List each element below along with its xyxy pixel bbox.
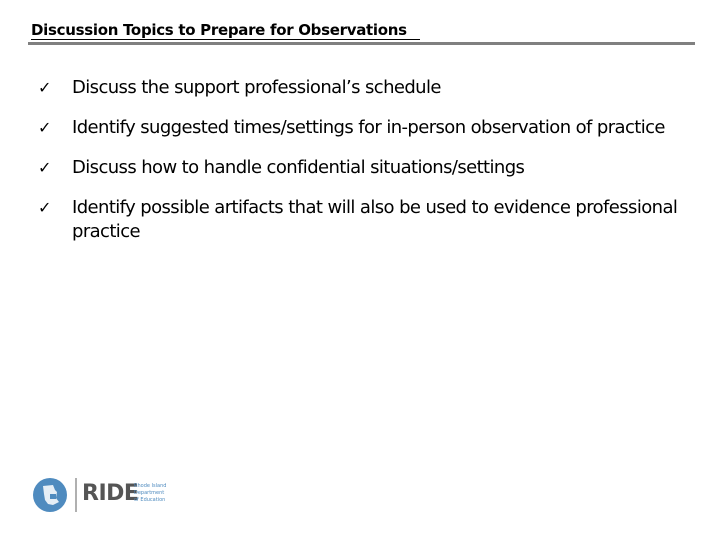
title-divider [28,42,695,45]
logo-wordmark: RIDE [82,481,139,506]
bullet-list [38,76,698,260]
checkmark-icon: ✓ [38,118,51,137]
bullet-item [38,196,698,244]
bullet-item [38,76,698,100]
bullet-item [38,116,698,140]
ride-logo [33,478,178,512]
slide-title: Discussion Topics to Prepare for Observations [31,21,407,39]
bullet-text: Identify suggested times/settings for in-person observation of practice [72,117,665,138]
logo-divider [75,478,77,512]
bullet-text: Discuss the support professional’s schedule [72,77,441,98]
state-seal-icon [33,478,67,512]
logo-subtext-line: Department [134,490,165,496]
checkmark-icon: ✓ [38,198,51,217]
title-underline [31,39,420,40]
logo-subtext-line: Rhode Island [134,483,167,489]
rhode-island-map-icon [33,478,67,512]
bullet-item [38,156,698,180]
logo-subtext-line: of Education [134,497,166,503]
checkmark-icon: ✓ [38,78,51,97]
logo-subtext [134,483,166,504]
checkmark-icon: ✓ [38,158,51,177]
bullet-text: Identify possible artifacts that will also be used to evidence professional practice [72,197,678,242]
bullet-text: Discuss how to handle confidential situations/settings [72,157,525,178]
